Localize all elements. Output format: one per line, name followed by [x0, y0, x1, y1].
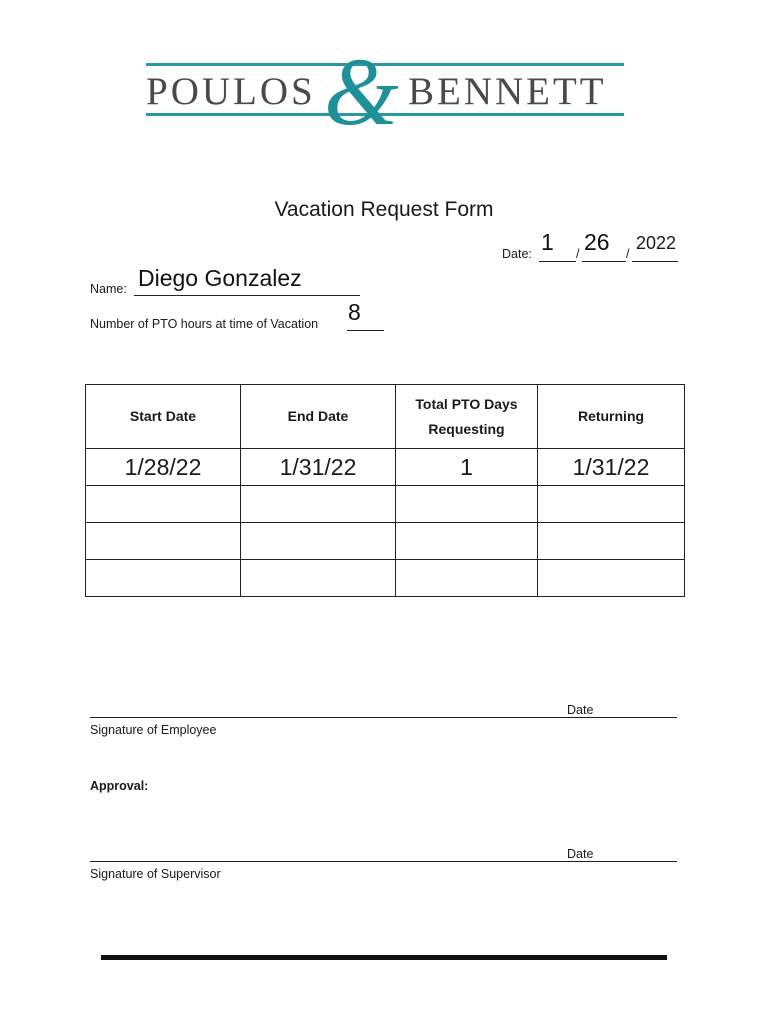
- cell-start-date[interactable]: [86, 560, 241, 597]
- date-label: Date:: [502, 247, 532, 261]
- name-line: [134, 295, 360, 296]
- cell-end-date[interactable]: [241, 560, 396, 597]
- header-total-pto-days: Total PTO Days Requesting: [396, 385, 538, 449]
- cell-total-pto-days[interactable]: [396, 560, 538, 597]
- employee-signature-label: Signature of Employee: [90, 723, 217, 737]
- cell-total-pto-days[interactable]: [396, 486, 538, 523]
- table-row: [86, 560, 685, 597]
- date-day-line: [582, 261, 626, 262]
- cell-returning[interactable]: [538, 486, 685, 523]
- date-year-line: [632, 261, 678, 262]
- cell-end-date[interactable]: [241, 523, 396, 560]
- logo-right-word: BENNETT: [408, 70, 607, 113]
- approval-label: Approval:: [90, 779, 149, 793]
- cell-start-date[interactable]: [86, 523, 241, 560]
- cell-total-pto-days[interactable]: [396, 523, 538, 560]
- header-returning: Returning: [538, 385, 685, 449]
- logo-left-word: POULOS: [146, 70, 316, 113]
- pto-hours-line: [347, 330, 384, 331]
- cell-returning[interactable]: [538, 523, 685, 560]
- date-separator-1: /: [576, 247, 580, 261]
- supervisor-signature-line[interactable]: [90, 861, 677, 862]
- header-end-date: End Date: [241, 385, 396, 449]
- bottom-rule: [101, 955, 667, 960]
- cell-start-date[interactable]: 1/28/22: [86, 449, 241, 486]
- cell-end-date[interactable]: [241, 486, 396, 523]
- pto-request-table: [85, 384, 685, 597]
- date-month-line: [539, 261, 576, 262]
- date-month-value[interactable]: 1: [541, 229, 554, 255]
- supervisor-date-label: Date: [567, 847, 594, 861]
- cell-returning[interactable]: 1/31/22: [538, 449, 685, 486]
- table-header-row: [86, 385, 685, 449]
- cell-start-date[interactable]: [86, 486, 241, 523]
- logo-ampersand: &: [324, 38, 399, 145]
- header-start-date: Start Date: [86, 385, 241, 449]
- table-row: [86, 523, 685, 560]
- supervisor-signature-label: Signature of Supervisor: [90, 867, 221, 881]
- cell-total-pto-days[interactable]: 1: [396, 449, 538, 486]
- company-logo: [146, 38, 624, 145]
- date-separator-2: /: [626, 247, 630, 261]
- name-value[interactable]: Diego Gonzalez: [138, 265, 302, 291]
- pto-hours-value[interactable]: 8: [348, 299, 361, 325]
- employee-signature-line[interactable]: [90, 717, 677, 718]
- date-year-value[interactable]: 2022: [636, 233, 677, 253]
- cell-returning[interactable]: [538, 560, 685, 597]
- form-title: Vacation Request Form: [274, 198, 494, 221]
- name-label: Name:: [90, 282, 127, 296]
- pto-hours-label: Number of PTO hours at time of Vacation: [90, 317, 319, 331]
- employee-date-label: Date: [567, 703, 594, 717]
- table-row: [86, 449, 685, 486]
- date-day-value[interactable]: 26: [584, 229, 610, 255]
- cell-end-date[interactable]: 1/31/22: [241, 449, 396, 486]
- table-row: [86, 486, 685, 523]
